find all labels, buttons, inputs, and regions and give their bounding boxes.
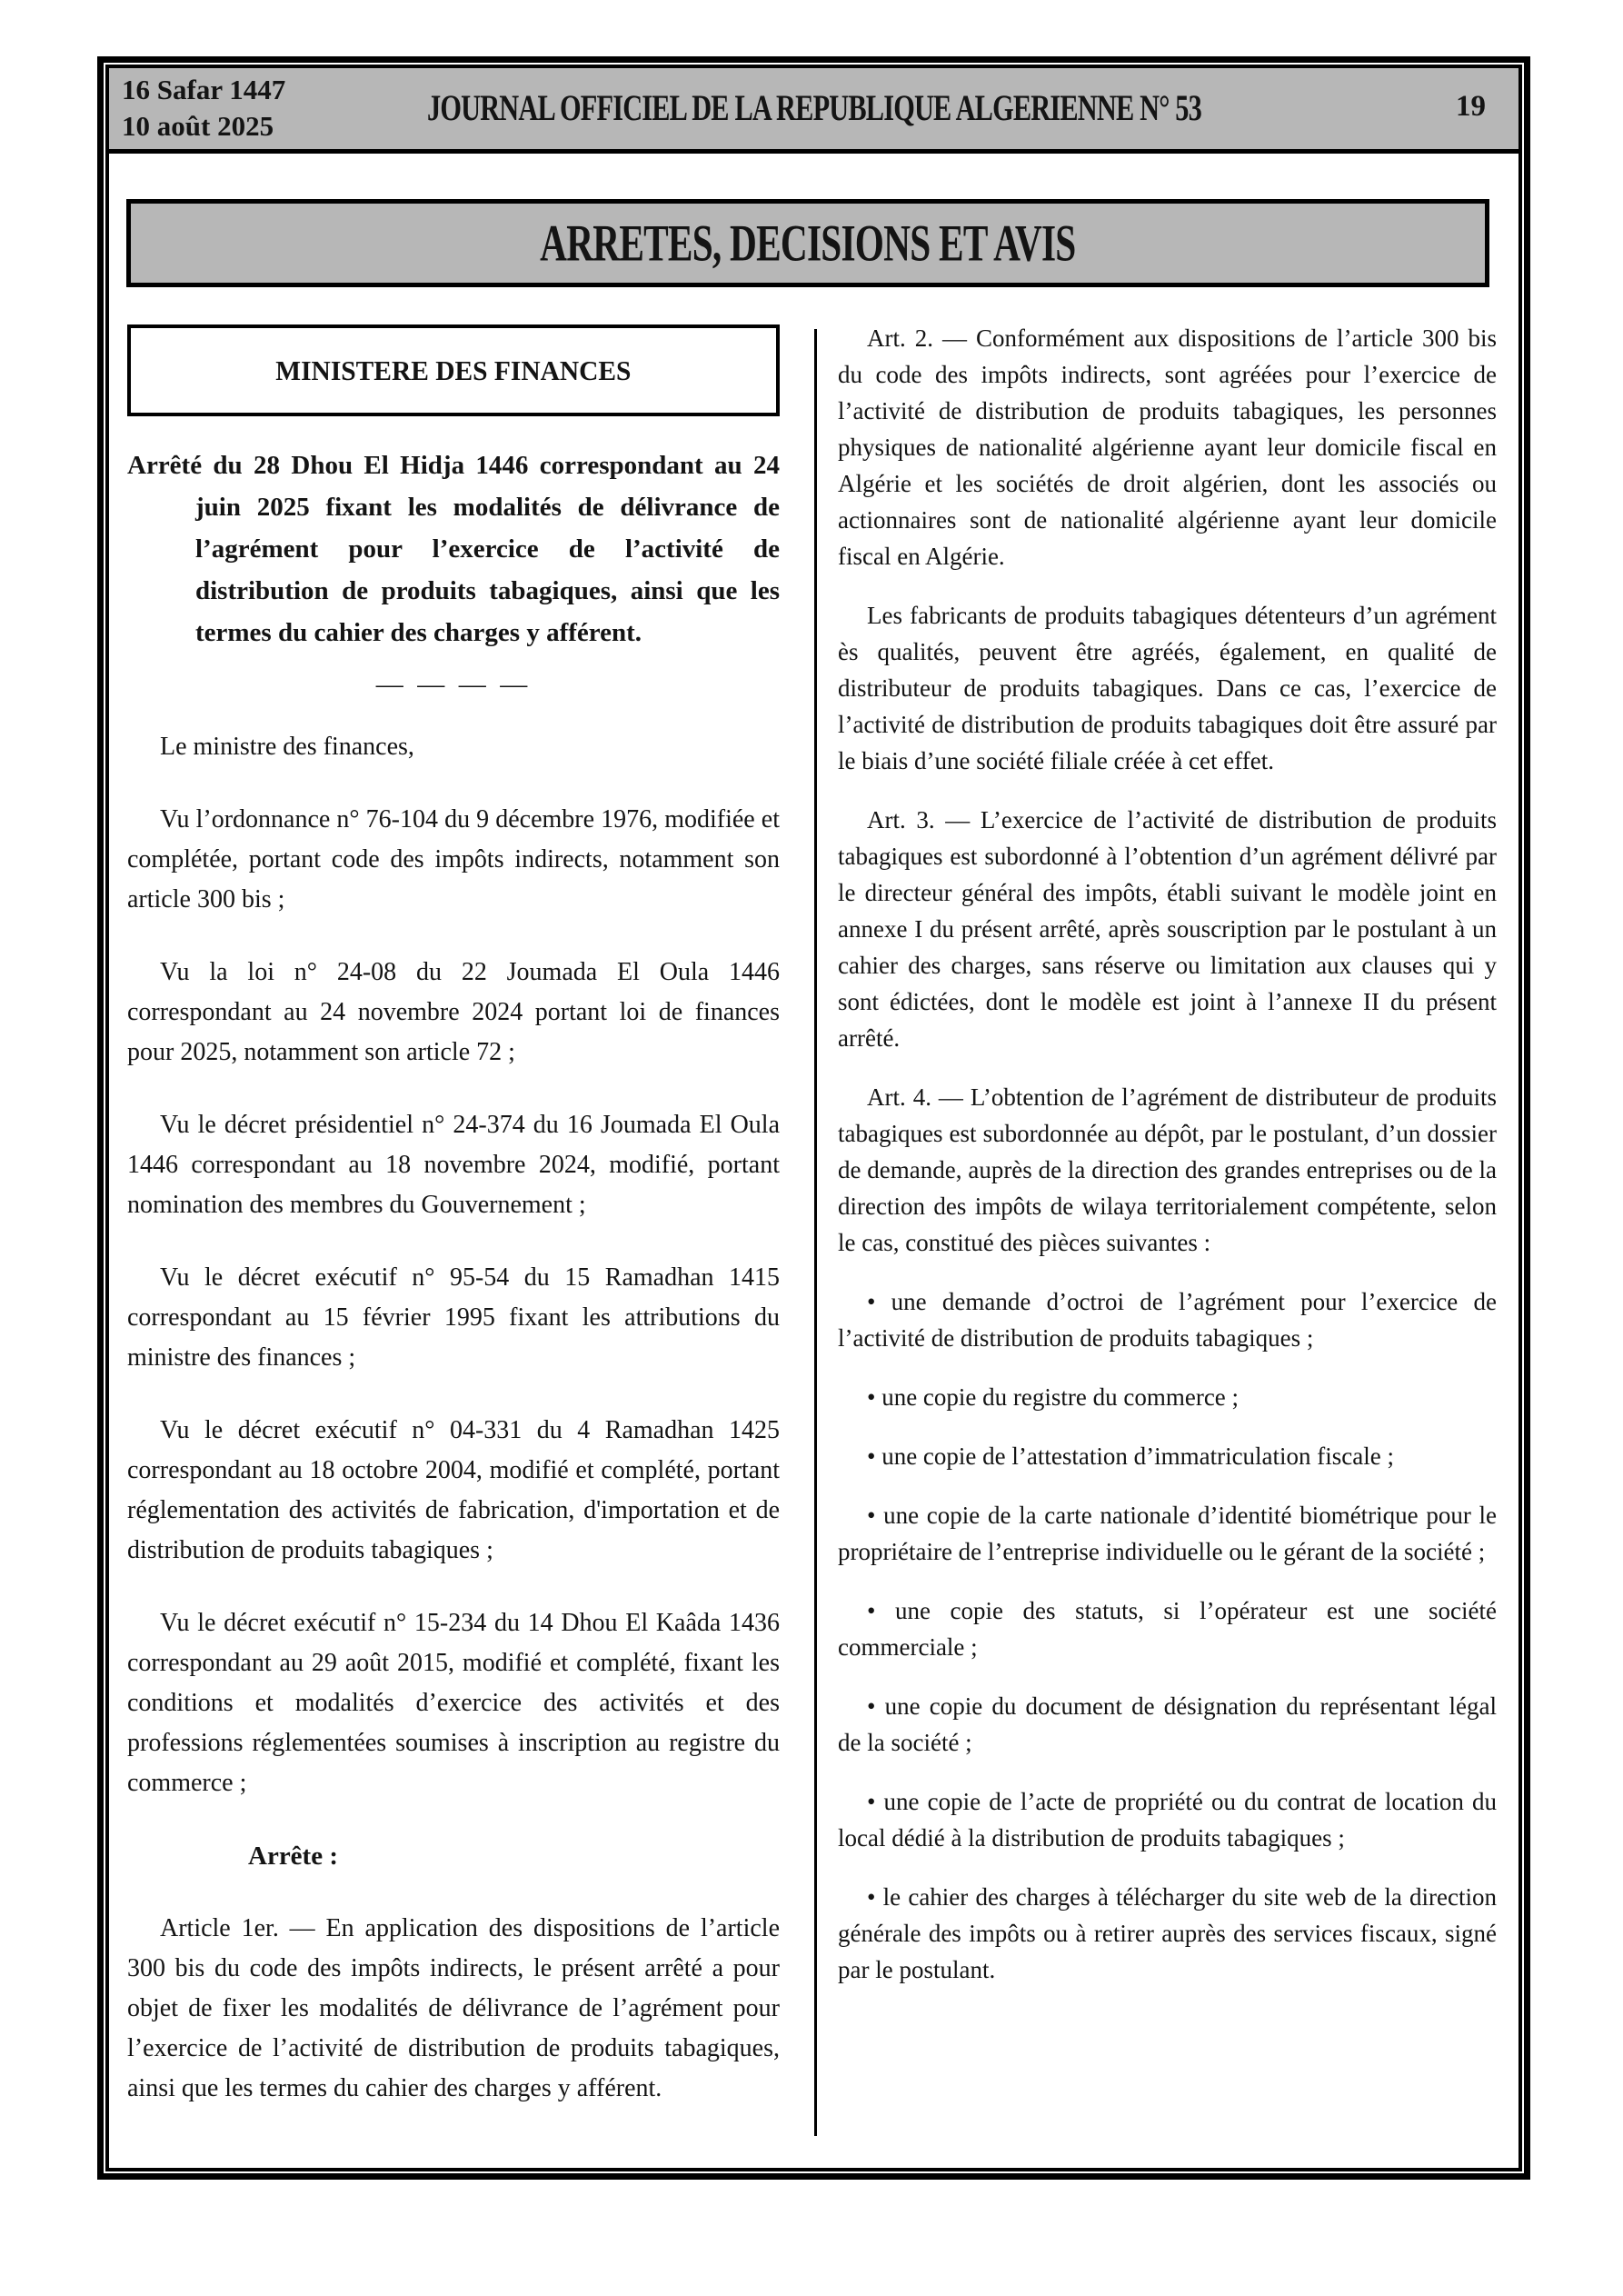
- arrete-label: Arrête :: [248, 1842, 338, 1871]
- body-paragraph: Vu le décret exécutif n° 15-234 du 14 Dhou El Kaâda 1436 correspondant au 29 août 2015, modifié et complété, fixant les conditions et modalités d’exercice des activités et des professions réglementées soumises à inscription au registre du commerce ;: [127, 1609, 780, 1797]
- body-paragraph: Vu l’ordonnance n° 76-104 du 9 décembre 1976, modifiée et complétée, portant code des impôts indirects, notamment son article 300 bis ;: [127, 805, 780, 913]
- bullet-item: • le cahier des charges à télécharger du site web de la direction générale des impôts ou à retirer auprès des services fiscaux, signé par le postulant.: [838, 1883, 1497, 1983]
- body-paragraph: Vu le décret exécutif n° 95-54 du 15 Ramadhan 1415 correspondant au 15 février 1995 fixant les attributions du ministre des finances ;: [127, 1263, 780, 1372]
- header-dates: [122, 72, 285, 145]
- ministry-box: [127, 324, 780, 416]
- bullet-item: • une copie de la carte nationale d’identité biométrique pour le propriétaire de l’entreprise individuelle ou le gérant de la société ;: [838, 1502, 1497, 1565]
- body-paragraph: Le ministre des finances,: [160, 733, 414, 761]
- body-paragraph: Art. 4. — L’obtention de l’agrément de distributeur de produits tabagiques est subordonnée au dépôt, par le postulant, d’un dossier de demande, auprès de la direction des grandes entreprises ou de la direction des impôts de wilaya territorialement compétente, selon le cas, constitué des pièces suivantes :: [838, 1083, 1497, 1256]
- bullet-item: • une copie des statuts, si l’opérateur est une société commerciale ;: [838, 1597, 1497, 1661]
- body-paragraph: Vu la loi n° 24-08 du 22 Joumada El Oula 1446 correspondant au 24 novembre 2024 portant loi de finances pour 2025, notamment son article 72 ;: [127, 958, 780, 1066]
- section-banner: [126, 199, 1489, 287]
- decree-title: Arrêté du 28 Dhou El Hidja 1446 correspondant au 24 juin 2025 fixant les modalités de délivrance de l’agrément pour l’exercice de l’activité de distribution de produits tabagiques, ainsi que les termes du cahier des charges y afférent.: [127, 451, 780, 647]
- date-gregorian: 10 août 2025: [122, 110, 274, 142]
- bullet-item: • une demande d’octroi de l’agrément pour l’exercice de l’activité de distribution de produits tabagiques ;: [838, 1288, 1497, 1352]
- dash-separator: — — — —: [375, 669, 532, 699]
- body-paragraph: Art. 3. — L’exercice de l’activité de distribution de produits tabagiques est subordonné à l’obtention d’un agrément délivré par le directeur général des impôts, établi suivant le modèle joint en annexe I du présent arrêté, après souscription par le postulant à un cahier des charges, sans réserve ou limitation aux clauses qui y sont édictées, dont le modèle est joint à l’annexe II du présent arrêté.: [838, 806, 1497, 1052]
- body-paragraph: Vu le décret présidentiel n° 24-374 du 16 Joumada El Oula 1446 correspondant au 18 novembre 2024, modifié, portant nomination des membres du Gouvernement ;: [127, 1111, 780, 1219]
- bullet-item: • une copie du document de désignation du représentant légal de la société ;: [838, 1692, 1497, 1756]
- ministry-box-title: MINISTERE DES FINANCES: [275, 354, 632, 386]
- date-hijri: 16 Safar 1447: [122, 74, 286, 105]
- section-banner-title: ARRETES, DECISIONS ET AVIS: [540, 215, 1076, 272]
- column-divider: [814, 329, 817, 2136]
- article-1-paragraph: Article 1er. — En application des dispositions de l’article 300 bis du code des impôts indirects, le présent arrêté a pour objet de fixer les modalités de délivrance de l’agrément pour l’exercice de l’activité de distribution de produits tabagiques, ainsi que les termes du cahier des charges y afférent.: [127, 1914, 780, 2102]
- right-column: [838, 320, 1497, 1988]
- header-band: [109, 68, 1518, 154]
- journal-title: JOURNAL OFFICIEL DE LA REPUBLIQUE ALGERIENNE N° 53: [426, 87, 1201, 129]
- body-paragraph: Les fabricants de produits tabagiques détenteurs d’un agrément ès qualités, peuvent être agréés, également, en qualité de distributeur de produits tabagiques. Dans ce cas, l’exercice de l’activité de distribution de produits tabagiques doit être assuré par le biais d’une société filiale créée à cet effet.: [838, 602, 1497, 774]
- bullet-item: • une copie de l’acte de propriété ou du contrat de location du local dédié à la distribution de produits tabagiques ;: [838, 1788, 1497, 1852]
- left-column: [127, 324, 780, 2109]
- bullet-item: • une copie de l’attestation d’immatriculation fiscale ;: [867, 1442, 1394, 1470]
- body-paragraph: Vu le décret exécutif n° 04-331 du 4 Ramadhan 1425 correspondant au 18 octobre 2004, modifié et complété, portant réglementation des activités de fabrication, d'importation et de distribution de produits tabagiques ;: [127, 1416, 780, 1564]
- page-number: 19: [1456, 90, 1486, 123]
- body-paragraph: Art. 2. — Conformément aux dispositions de l’article 300 bis du code des impôts indirects, sont agréées pour l’exercice de l’activité de distribution de produits tabagiques, les personnes physiques de nationalité algérienne ayant leur domicile fiscal en Algérie et les sociétés de droit algérien, dont les associés ou actionnaires sont de nationalité algérienne ayant leur domicile fiscal en Algérie.: [838, 324, 1497, 570]
- bullet-item: • une copie du registre du commerce ;: [867, 1383, 1240, 1411]
